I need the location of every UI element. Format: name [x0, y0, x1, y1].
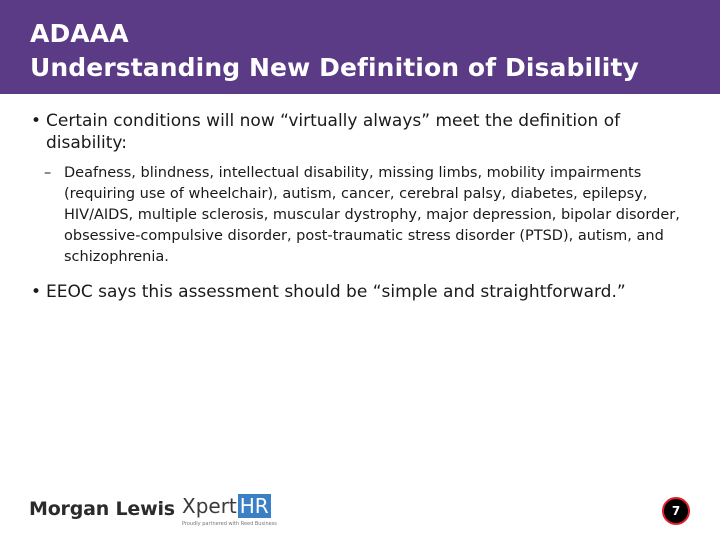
xperthr-logo: [182, 494, 271, 518]
bullet-dot-icon: •: [31, 111, 42, 131]
xperthr-logo-text: [182, 494, 271, 518]
hr-wordmark: HR: [239, 494, 269, 518]
bullet-2-text: EEOC says this assessment should be “simple and straightforward.”: [46, 282, 626, 302]
sub-bullet-1-text: Deafness, blindness, intellectual disability, missing limbs, mobility impairments (requiring use of wheelchair), autism, cancer, cerebral palsy, diabetes, epilepsy, HIV/AIDS, multiple sclerosis, muscular dystrophy, major depression, bipolar disorder, obsessive-compulsive disorder, post-traumatic stress disorder (PTSD), autism, and schizophrenia.: [64, 165, 680, 265]
bullet-dot-icon: •: [31, 282, 42, 302]
slide-title-line-2: Understanding New Definition of Disability: [30, 53, 639, 82]
xperthr-tagline: Proudly partnered with Reed Business: [182, 521, 277, 527]
slide-title-line-1: ADAAA: [30, 19, 129, 48]
bullet-1-text: Certain conditions will now “virtually always” meet the definition of disability:: [46, 111, 621, 153]
morgan-lewis-logo: Morgan Lewis: [29, 498, 175, 520]
title-bar: [0, 0, 720, 94]
sub-bullet-dash-icon: –: [44, 165, 52, 181]
page-number-badge: 7: [662, 497, 690, 525]
xpert-wordmark: Xpert: [182, 494, 237, 518]
